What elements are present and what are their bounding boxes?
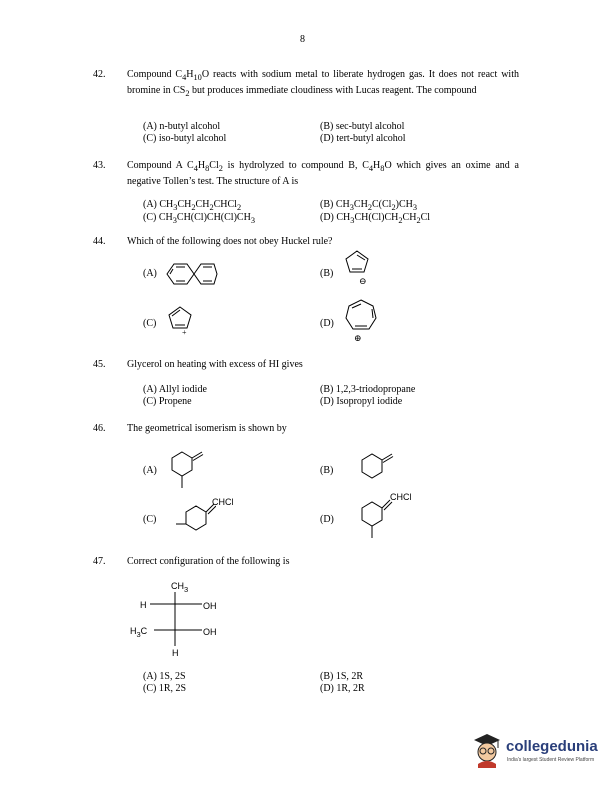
cation-charge-c: + [182, 328, 187, 337]
q43-number: 43. [93, 160, 106, 171]
collegedunia-mascot-icon [470, 730, 504, 770]
q42-option-c[interactable]: (C) iso-butyl alcohol [143, 133, 227, 144]
fischer-top-group: $CH_3$ [171, 581, 189, 594]
fischer-right-2: OH [203, 627, 217, 637]
q46-d-chcl-label: CHCl [390, 492, 412, 502]
q47-option-c[interactable]: (C) 1R, 2S [143, 683, 187, 694]
q47-text: Correct configuration of the following is [127, 556, 290, 567]
logo-tagline: India's largest Student Review Platform [507, 757, 595, 763]
q47-number: 47. [93, 556, 106, 567]
q45-number: 45. [93, 359, 106, 370]
q42-option-b[interactable]: (B) sec-butyl alcohol [320, 121, 405, 132]
q47-option-d[interactable]: (D) 1R, 2R [320, 683, 365, 694]
q42-option-d[interactable]: (D) tert-butyl alcohol [320, 133, 406, 144]
tropylium-charge: ⊕ [354, 333, 362, 343]
q44-option-b-label[interactable]: (B) [320, 268, 334, 279]
q47-option-b[interactable]: (B) 1S, 2R [320, 671, 364, 682]
q45-option-c[interactable]: (C) Propene [143, 396, 192, 407]
fischer-projection [140, 590, 220, 652]
q46-c-chcl-label: CHCl [212, 497, 234, 507]
q44-option-c-label[interactable]: (C) [143, 318, 157, 329]
q43-option-a[interactable]: (A) $CH_3CH_2CH_2CHCl_2$ [143, 199, 242, 212]
fischer-right-1: OH [203, 601, 217, 611]
q46-structure-a [160, 446, 210, 490]
q44-number: 44. [93, 236, 106, 247]
q46-option-c-label[interactable]: (C) [143, 514, 157, 525]
cyclopentadienyl-anion-structure [342, 248, 372, 286]
q43-option-b[interactable]: (B) $CH_3CH_2C(Cl_2)CH_3$ [320, 199, 418, 212]
q43-option-c[interactable]: (C) $CH_3CH(Cl)CH(Cl)CH_3$ [143, 212, 255, 225]
logo-name: collegedunia [506, 738, 598, 755]
q42-text: Compound $C_4H_{10}O$ reacts with sodium metal to liberate hydrogen gas. It does not react with bromine in $CS_2$ but produces immediate cloudiness with Lucas reagent. The compound [127, 69, 519, 98]
q46-text: The geometrical isomerism is shown by [127, 423, 287, 434]
q46-number: 46. [93, 423, 106, 434]
q45-option-d[interactable]: (D) Isopropyl iodide [320, 396, 403, 407]
cyclopentadienyl-cation-structure [165, 304, 195, 336]
q42-option-a[interactable]: (A) n-butyl alcohol [143, 121, 221, 132]
page-number: 8 [300, 34, 305, 45]
anion-charge: ⊖ [359, 276, 367, 286]
q43-option-d[interactable]: (D) $CH_3CH(Cl)CH_2CH_2Cl$ [320, 212, 431, 225]
naphthalene-structure [163, 258, 219, 290]
q45-text: Glycerol on heating with excess of HI gives [127, 359, 303, 370]
q47-option-a[interactable]: (A) 1S, 2S [143, 671, 186, 682]
q46-structure-c [176, 500, 216, 534]
q44-option-d-label[interactable]: (D) [320, 318, 334, 329]
q44-option-a-label[interactable]: (A) [143, 268, 157, 279]
fischer-left-2: $H_3C$ [130, 626, 148, 639]
q46-option-b-label[interactable]: (B) [320, 465, 334, 476]
q46-structure-b [350, 450, 400, 486]
q45-option-b[interactable]: (B) 1,2,3-triodopropane [320, 384, 416, 395]
q42-number: 42. [93, 69, 106, 80]
q44-text: Which of the following does not obey Huckel rule? [127, 236, 333, 247]
q45-option-a[interactable]: (A) Allyl iodide [143, 384, 207, 395]
fischer-left-1: H [140, 600, 147, 610]
tropylium-cation-structure [343, 298, 379, 334]
q46-option-d-label[interactable]: (D) [320, 514, 334, 525]
fischer-bottom: H [172, 648, 179, 658]
q46-option-a-label[interactable]: (A) [143, 465, 157, 476]
q43-text: Compound A $C_4H_8Cl_2$ is hydrolyzed to compound B, $C_4H_8O$ which gives an oxime and a negative Tollen’s test. The structure of A is [127, 160, 519, 187]
